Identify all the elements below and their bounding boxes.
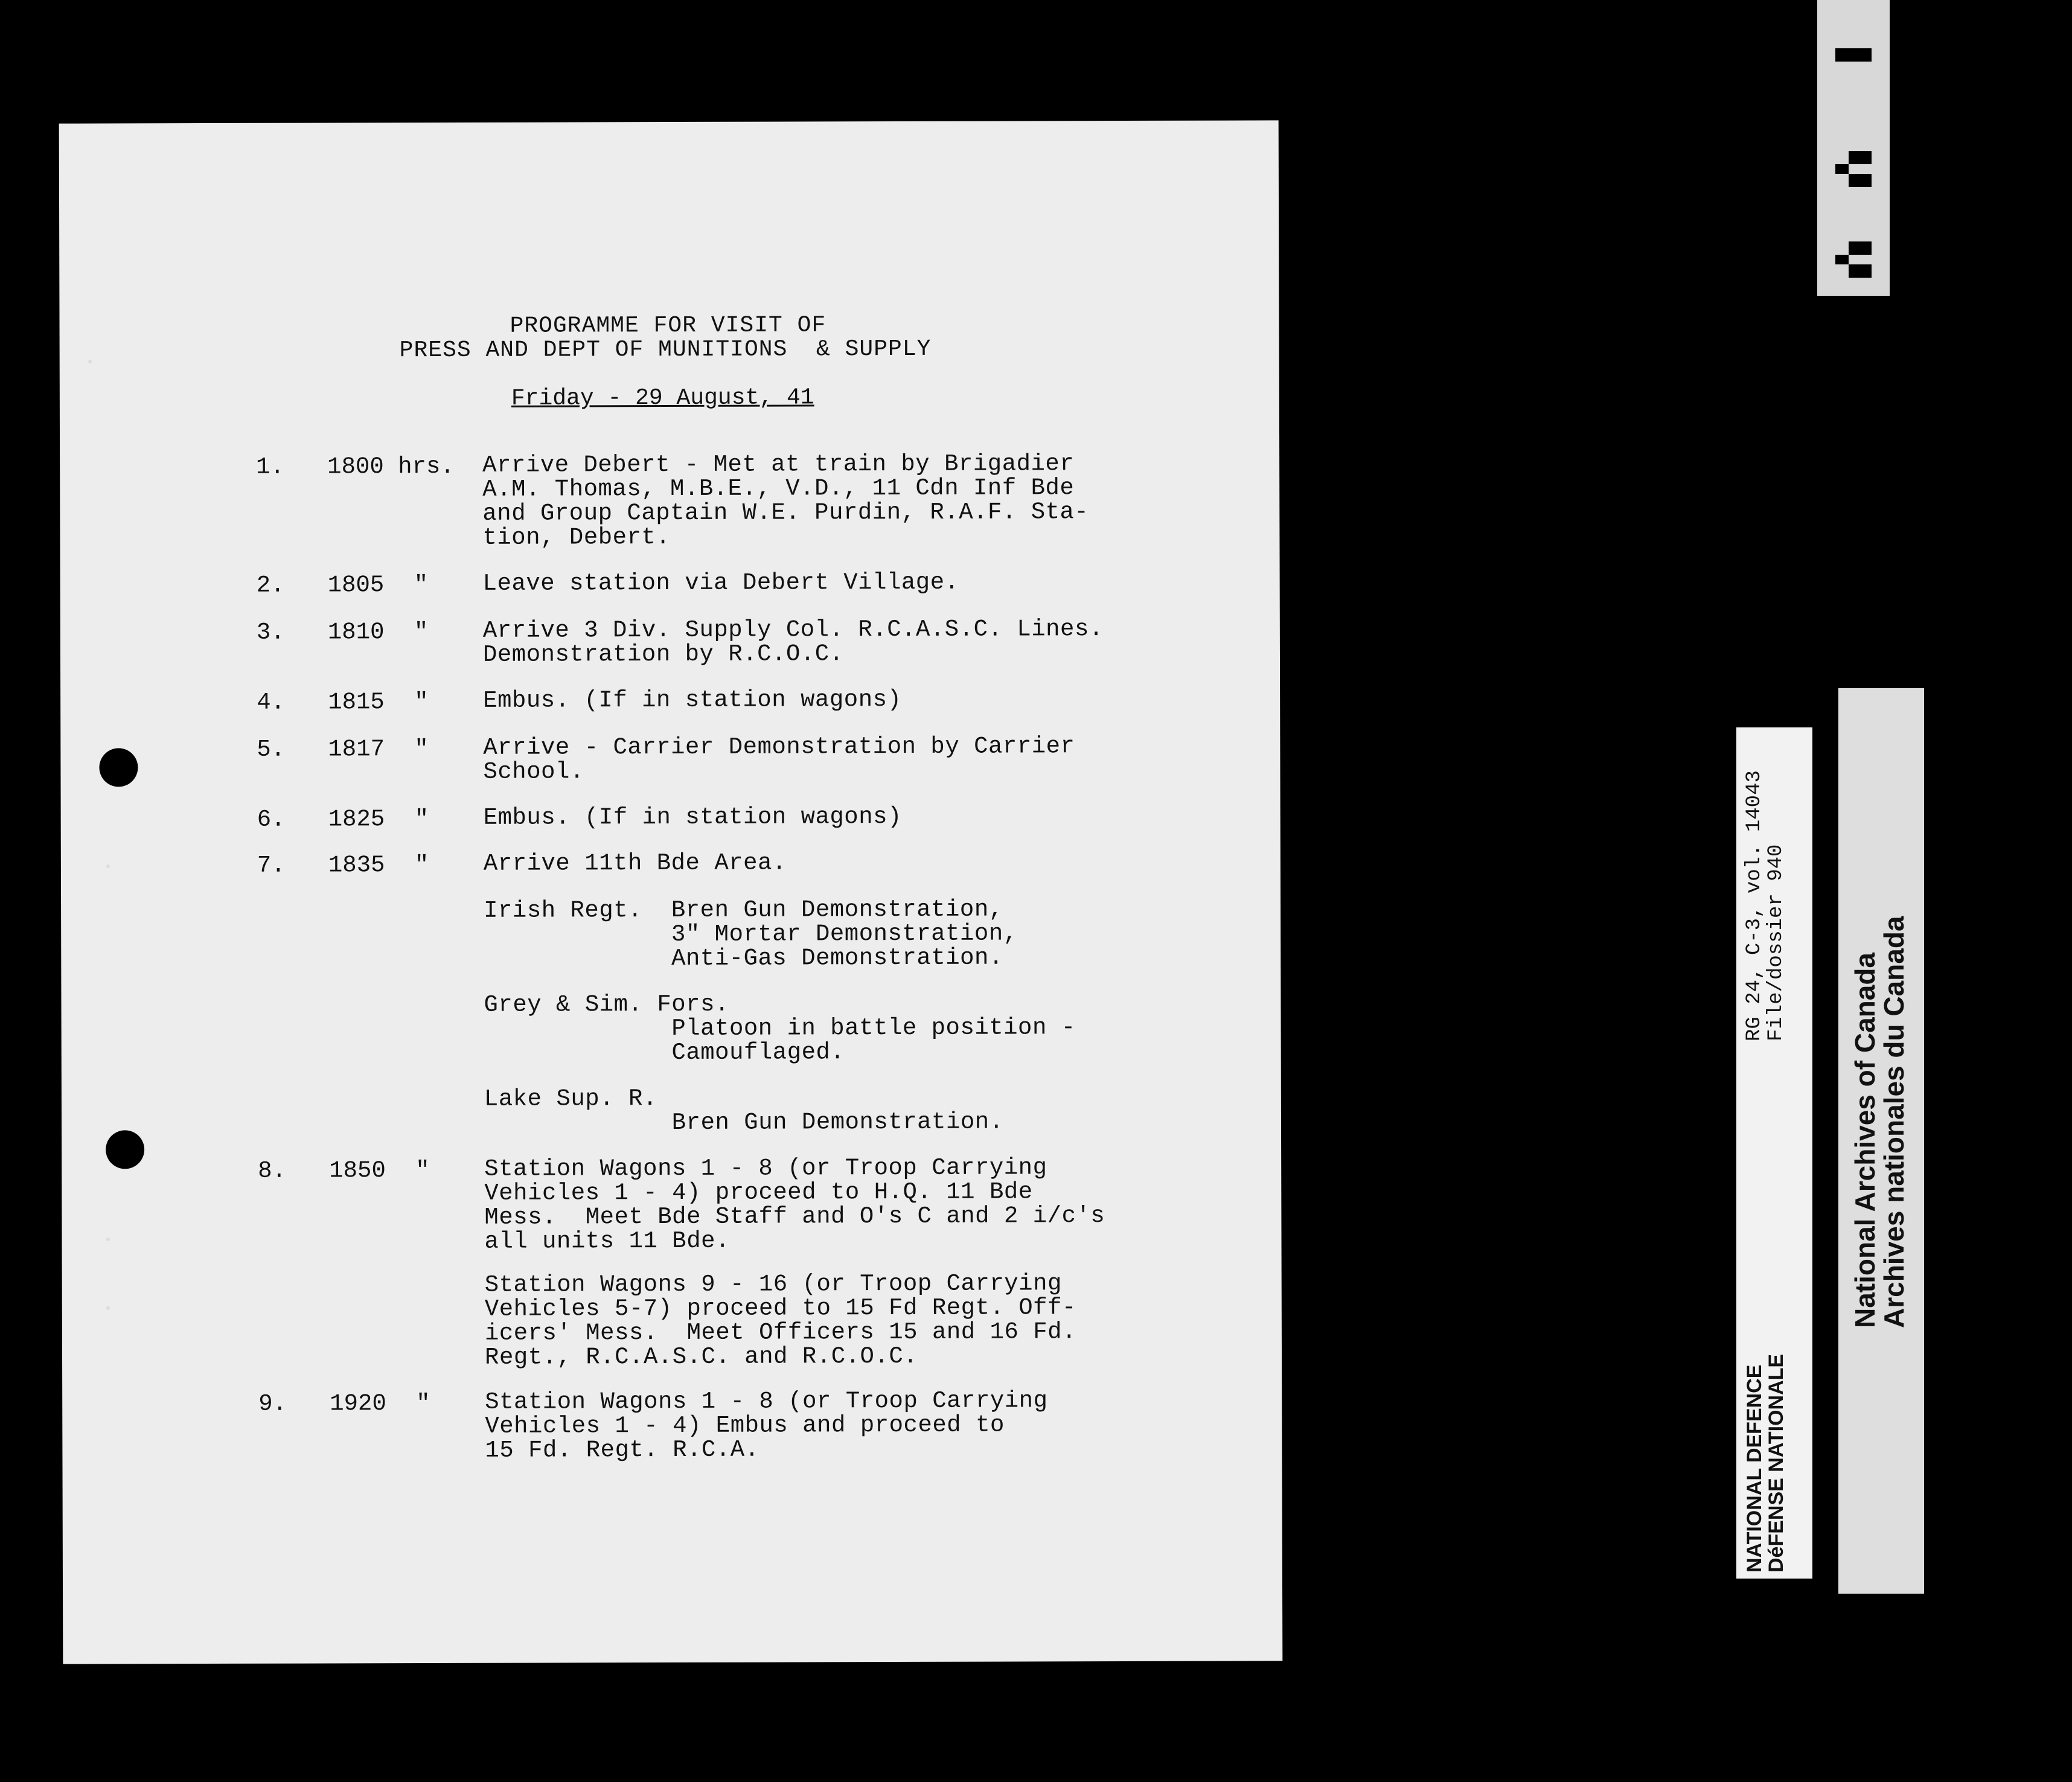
item-number: 1. — [256, 453, 285, 481]
item-text-line: Embus. (If in station wagons) — [483, 803, 902, 831]
archival-reference-label — [1736, 727, 1812, 1579]
sub-text-line: Vehicles 5-7) proceed to 15 Fd Regt. Off- — [484, 1294, 1076, 1323]
frame-number-glyphs — [1817, 0, 1890, 296]
item-time: 1825 — [328, 806, 385, 833]
item-number: 7. — [257, 852, 286, 879]
item-text-line: Arrive 11th Bde Area. — [483, 849, 787, 877]
film-speck — [106, 864, 110, 868]
item-text-line: School. — [483, 758, 584, 785]
record-group-reference: RG 24, C-3, vol. 14043 — [1743, 770, 1766, 1041]
ditto-mark: " — [415, 1157, 430, 1184]
file-reference: File/dossier 940 — [1765, 844, 1788, 1041]
sub-text-line: Anti-Gas Demonstration. — [484, 944, 1003, 972]
item-text-line: Embus. (If in station wagons) — [483, 686, 902, 714]
item-text-line: Arrive Debert - Met at train by Brigadier — [482, 450, 1075, 479]
item-time: 1805 — [327, 572, 385, 599]
sub-text-line: 3" Mortar Demonstration, — [484, 920, 1018, 948]
ditto-mark: " — [414, 619, 429, 646]
item-text-line: and Group Captain W.E. Purdin, R.A.F. Sta- — [482, 499, 1089, 527]
ditto-mark: " — [414, 572, 429, 599]
item-text-line: Leave station via Debert Village. — [482, 569, 959, 597]
item-time: 1920 — [330, 1390, 386, 1417]
item-number: 2. — [256, 572, 285, 599]
item-time: 1817 — [328, 736, 385, 763]
film-speck — [88, 360, 92, 363]
archives-name-en: National Archives of Canada — [1849, 952, 1881, 1328]
ditto-mark: " — [414, 806, 429, 833]
item-text-line: tion, Debert. — [482, 524, 671, 551]
punch-hole — [106, 1130, 144, 1169]
department-line-1: NATIONAL DEFENCE — [1743, 1364, 1766, 1573]
item-number: 4. — [257, 689, 286, 716]
ditto-mark: " — [416, 1390, 430, 1417]
item-text-line: Vehicles 1 - 4) Embus and proceed to — [485, 1411, 1005, 1440]
item-text-line: all units 11 Bde. — [484, 1227, 730, 1255]
item-number: 9. — [258, 1390, 287, 1417]
sub-text-line: Grey & Sim. Fors. — [484, 991, 729, 1018]
item-time: 1815 — [328, 689, 385, 716]
item-time: 1835 — [328, 852, 385, 879]
ditto-mark: " — [414, 736, 429, 763]
item-text-line: Demonstration by R.C.O.C. — [482, 640, 844, 668]
sub-text-line: Regt., R.C.A.S.C. and R.C.O.C. — [484, 1343, 918, 1371]
document-title-line-1: PROGRAMME FOR VISIT OF — [510, 312, 827, 339]
sub-text-line: Lake Sup. R. — [484, 1085, 657, 1113]
sub-text-line: Bren Gun Demonstration. — [484, 1108, 1004, 1137]
item-text-line: Arrive - Carrier Demonstration by Carrier — [483, 733, 1075, 761]
sub-text-line: Station Wagons 9 - 16 (or Troop Carrying — [484, 1270, 1062, 1298]
item-text-line: Station Wagons 1 - 8 (or Troop Carrying — [484, 1154, 1047, 1183]
ditto-mark: " — [414, 852, 429, 879]
punch-hole — [99, 748, 138, 787]
item-number: 3. — [256, 619, 285, 646]
document-page — [59, 120, 1283, 1664]
film-speck — [106, 1238, 110, 1241]
ditto-mark: " — [414, 689, 429, 716]
item-time: 1810 — [327, 619, 385, 646]
archives-name-fr: Archives nationales du Canada — [1878, 916, 1910, 1328]
item-text-line: A.M. Thomas, M.B.E., V.D., 11 Cdn Inf Bde — [482, 474, 1075, 503]
sub-text-line: icers' Mess. Meet Officers 15 and 16 Fd. — [484, 1318, 1077, 1347]
film-frame-marker — [1817, 0, 1890, 296]
film-speck — [106, 1306, 110, 1310]
item-number: 8. — [258, 1157, 287, 1184]
item-text-line: Mess. Meet Bde Staff and O's C and 2 i/c's — [484, 1202, 1105, 1231]
item-number: 5. — [257, 736, 286, 763]
item-text-line: Arrive 3 Div. Supply Col. R.C.A.S.C. Lines. — [482, 616, 1104, 644]
item-time: 1800 hrs. — [327, 453, 455, 481]
document-date: Friday - 29 August, 41 — [511, 385, 814, 412]
sub-text-line: Platoon in battle position - — [484, 1014, 1076, 1043]
item-text-line: 15 Fd. Regt. R.C.A. — [485, 1436, 759, 1464]
item-time: 1850 — [329, 1157, 386, 1184]
item-text-line: Vehicles 1 - 4) proceed to H.Q. 11 Bde — [484, 1178, 1033, 1207]
item-number: 6. — [257, 806, 286, 833]
sub-text-line: Irish Regt. Bren Gun Demonstration, — [484, 896, 1003, 924]
department-line-2: DéFENSE NATIONALE — [1765, 1353, 1788, 1573]
sub-text-line: Camouflaged. — [484, 1039, 845, 1067]
document-title-line-2: PRESS AND DEPT OF MUNITIONS & SUPPLY — [399, 336, 932, 364]
item-text-line: Station Wagons 1 - 8 (or Troop Carrying — [485, 1387, 1048, 1416]
archives-stamp — [1838, 688, 1924, 1594]
